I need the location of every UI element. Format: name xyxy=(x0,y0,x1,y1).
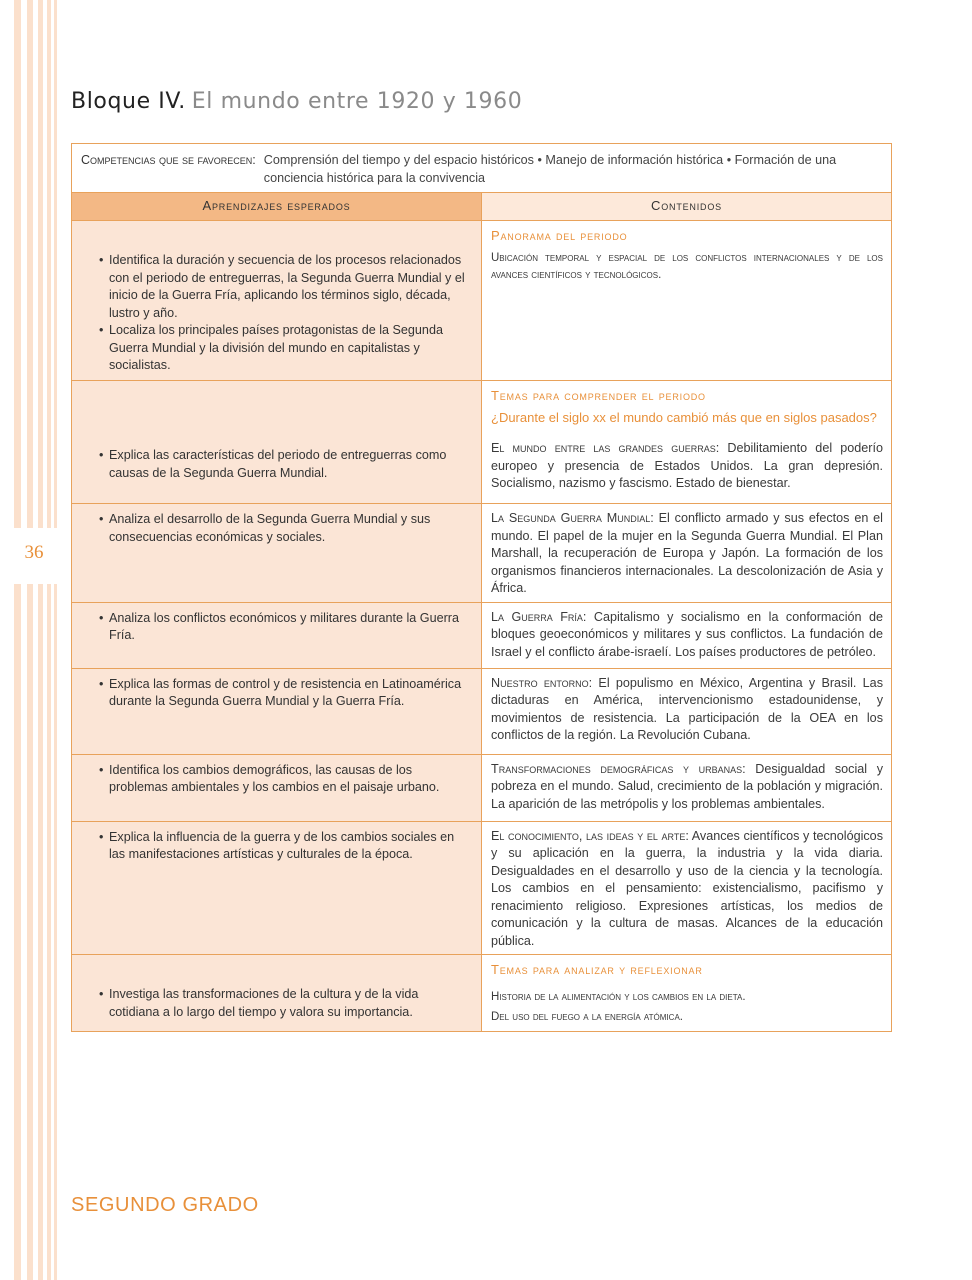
block-label: Bloque IV. xyxy=(71,89,186,114)
contenidos-cell xyxy=(482,504,892,603)
list-item: • Identifica la duración y secuencia de los procesos relacionados con el periodo de entreguerras, la Segunda Guerra Mundial y el inicio de la Guerra Fría, aplicando los términos siglo, década, lustro y año. xyxy=(99,252,471,322)
competencias-text: Comprensión del tiempo y del espacio históricos • Manejo de información histórica • Formación de una conciencia histórica para la convivencia xyxy=(263,153,837,185)
margin-stripe xyxy=(47,0,51,1280)
page-number: 36 xyxy=(24,542,44,563)
margin-stripe xyxy=(54,0,57,1280)
aprendizajes-cell xyxy=(72,504,482,603)
contenidos-cell xyxy=(482,221,892,381)
contenidos-cell xyxy=(482,754,892,821)
contenidos-cell xyxy=(482,381,892,504)
table-row xyxy=(72,221,892,381)
guiding-question: ¿Durante el siglo xx el mundo cambió más que en siglos pasados? xyxy=(491,409,877,425)
table-row xyxy=(72,381,892,504)
aprendizajes-cell xyxy=(72,668,482,754)
page-title xyxy=(71,89,522,114)
content-label: Nuestro entorno: xyxy=(491,675,593,690)
aprendizajes-cell xyxy=(72,381,482,504)
competencias-cell xyxy=(72,144,892,193)
content-label: El conocimiento, las ideas y el arte: xyxy=(491,828,689,843)
margin-stripe xyxy=(14,0,21,1280)
aprendizajes-cell xyxy=(72,955,482,1032)
block-subtitle: El mundo entre 1920 y 1960 xyxy=(191,89,523,114)
aprendizajes-cell xyxy=(72,602,482,668)
margin-stripe xyxy=(27,0,33,1280)
table-row xyxy=(72,955,892,1032)
content-label: Transformaciones demográficas y urbanas: xyxy=(491,761,746,776)
content-item: Del uso del fuego a la energía atómica. xyxy=(491,1010,683,1023)
list-item: • Identifica los cambios demográficos, las causas de los problemas ambientales y los cambios en el paisaje urbano. xyxy=(99,762,471,797)
content-text: Debilitamiento del poderío europeo y presencia de Estados Unidos. La gran depresión. Socialismo, nazismo y fascismo. Estado de bienestar. xyxy=(491,441,883,490)
list-item: • Analiza el desarrollo de la Segunda Guerra Mundial y sus consecuencias económicas y sociales. xyxy=(99,511,471,546)
content-text: El conflicto armado y sus efectos en el mundo. El papel de la mujer en la Segunda Guerra Mundial. El Plan Marshall, la recuperación de Europa y Japón. La formación de los organismos financieros internacionales. La descolonización de Asia y África. xyxy=(491,511,883,595)
curriculum-table xyxy=(71,143,892,1032)
aprendizajes-cell xyxy=(72,821,482,955)
table-row xyxy=(72,668,892,754)
section-heading: Temas para comprender el periodo xyxy=(491,388,706,403)
content-label: El mundo entre las grandes guerras: xyxy=(491,441,720,455)
contenidos-cell xyxy=(482,602,892,668)
table-row xyxy=(72,504,892,603)
content-text: Desigualdad social y pobreza en el mundo. Salud, crecimiento de la población y migración. La aparición de las metrópolis y los problemas ambientales. xyxy=(491,761,883,811)
list-item: • Explica las características del periodo de entreguerras como causas de la Segunda Guerra Mundial. xyxy=(99,447,471,482)
section-heading: Panorama del periodo xyxy=(491,228,628,243)
section-heading: Temas para analizar y reflexionar xyxy=(491,962,703,977)
content-text: Avances científicos y tecnológicos y su aplicación en la guerra, la industria y la vida diaria. Desigualdades en el desarrollo y uso de la ciencia y la tecnología. Los cambios en el pensamiento: existencialismo, pacifismo y renacimiento religioso. Expresiones artísticas, los medios de comunicación y la cultura de masas. Alcances de la educación pública. xyxy=(491,828,883,948)
header-contenidos-label: Contenidos xyxy=(651,198,722,214)
content-text: El populismo en México, Argentina y Brasil. Las dictaduras en América, intervencionismo estadounidense, y movimientos de resistencia. La participación de la OEA en los conflictos de la región. La Revolución Cubana. xyxy=(491,675,883,742)
grade-footer: SEGUNDO GRADO xyxy=(71,1194,259,1216)
table-row xyxy=(72,754,892,821)
list-item: • Explica la influencia de la guerra y de los cambios sociales en las manifestaciones artísticas y culturales de la época. xyxy=(99,829,471,864)
contenidos-cell xyxy=(482,955,892,1032)
content-text: Capitalismo y socialismo en la conformación de bloques geoeconómicos y militares y sus conflictos. La fundación de Israel y el conflicto árabe-israelí. Los países productores de petróleo. xyxy=(491,609,883,659)
header-aprendizajes-label: Aprendizajes esperados xyxy=(202,198,351,214)
table-row xyxy=(72,821,892,955)
aprendizajes-cell xyxy=(72,221,482,381)
contenidos-cell xyxy=(482,821,892,955)
competencias-label: Competencias que se favorecen: xyxy=(81,153,256,167)
header-contenidos xyxy=(482,193,892,221)
header-aprendizajes xyxy=(72,193,482,221)
margin-stripe xyxy=(38,0,43,1280)
content-label: La Segunda Guerra Mundial: xyxy=(491,511,654,525)
list-item: • Explica las formas de control y de resistencia en Latinoamérica durante la Segunda Guerra Mundial y la Guerra Fría. xyxy=(99,676,471,711)
content-label: La Guerra Fría: xyxy=(491,609,587,624)
content-item: Historia de la alimentación y los cambios en la dieta. xyxy=(491,990,746,1003)
contenidos-cell xyxy=(482,668,892,754)
content-label: Ubicación temporal y espacial de los conflictos internacionales y de los avances científicos y tecnológicos. xyxy=(491,251,883,281)
list-item: • Analiza los conflictos económicos y militares durante la Guerra Fría. xyxy=(99,610,471,645)
aprendizajes-cell xyxy=(72,754,482,821)
list-item: • Investiga las transformaciones de la cultura y de la vida cotidiana a lo largo del tiempo y valora su importancia. xyxy=(99,986,471,1021)
list-item: • Localiza los principales países protagonistas de la Segunda Guerra Mundial y la división del mundo en capitalistas y socialistas. xyxy=(99,322,471,375)
table-row xyxy=(72,602,892,668)
